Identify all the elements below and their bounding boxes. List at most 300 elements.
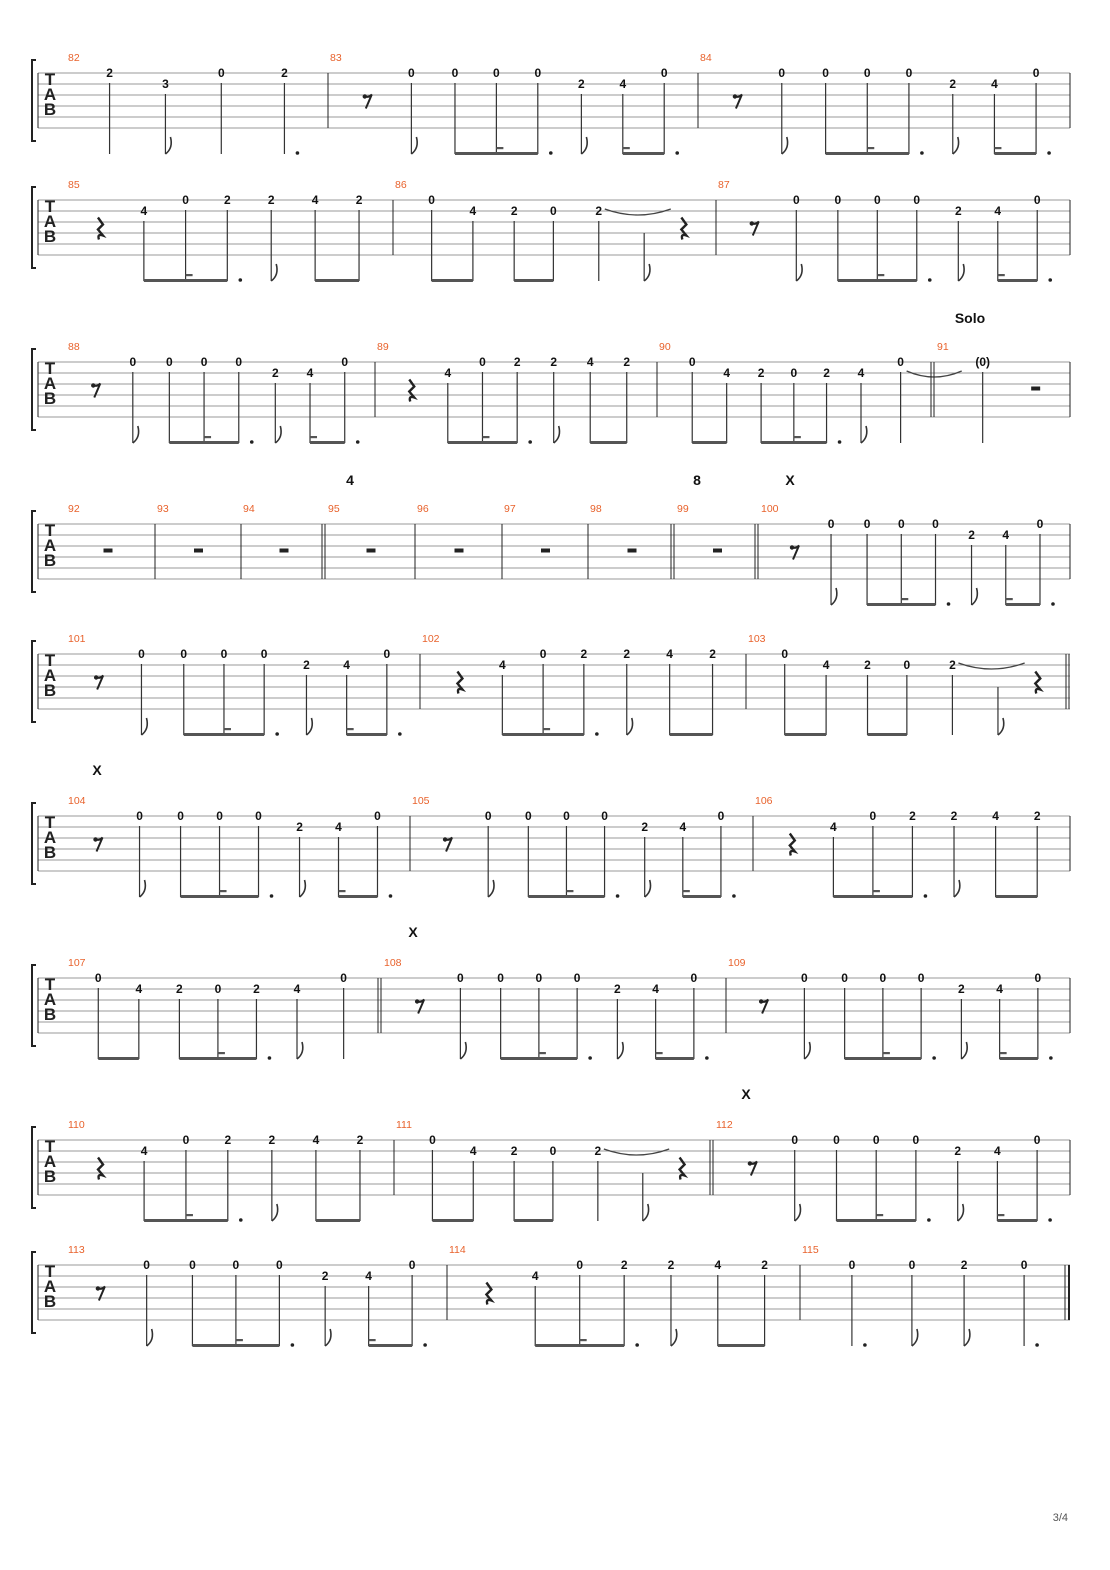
note-beam: [310, 441, 345, 444]
eighth-flag: [796, 264, 802, 281]
half-rest: [713, 549, 722, 553]
fret-number: 0: [792, 193, 800, 207]
note-beam: [590, 441, 627, 444]
tab-clef-letter: B: [43, 1005, 57, 1024]
eighth-rest-dot: [733, 94, 737, 98]
fret-number: 0: [863, 517, 871, 531]
tab-clef-letter: T: [44, 1137, 56, 1156]
measure: [449, 1244, 800, 1347]
measure: [659, 341, 962, 444]
duration-dot: [549, 151, 553, 155]
fret-number: 0: [913, 193, 921, 207]
fret-number: 0: [563, 809, 570, 823]
tab-clef-letter: A: [43, 85, 57, 104]
measure: [748, 633, 1069, 736]
measure-number: 114: [449, 1244, 466, 1256]
eighth-rest-dot: [790, 545, 794, 549]
note-beam: [98, 1057, 139, 1060]
fret-number: 4: [723, 366, 731, 380]
eighth-flag: [554, 426, 560, 443]
fret-number: 0: [189, 1258, 196, 1272]
fret-number: 2: [356, 1133, 364, 1147]
fret-number: (0): [975, 355, 991, 369]
duration-dot: [275, 732, 279, 736]
fret-number: 0: [550, 204, 557, 218]
note-beam: [785, 733, 826, 736]
fret-number: 2: [321, 1269, 329, 1283]
fret-number: 0: [200, 355, 208, 369]
fret-number: 2: [823, 366, 830, 380]
measure-number: 85: [68, 179, 80, 191]
half-rest: [541, 549, 550, 553]
sixteenth-beam: [683, 890, 690, 892]
measure-number: 82: [68, 52, 80, 64]
fret-number: 0: [660, 66, 668, 80]
measure-number: 107: [68, 957, 86, 969]
half-rest: [367, 549, 376, 553]
duration-dot: [932, 1056, 936, 1060]
eighth-rest-dot: [443, 837, 447, 841]
section-annotation: X: [741, 1086, 751, 1102]
fret-number: 2: [268, 1133, 276, 1147]
duration-dot: [296, 151, 300, 155]
duration-dot: [927, 1218, 931, 1222]
section-annotation: X: [785, 472, 795, 488]
measure-number: 109: [728, 957, 746, 969]
note-beam: [535, 1344, 624, 1347]
fret-number: 0: [917, 971, 925, 985]
fret-number: 2: [580, 647, 588, 661]
fret-number: 2: [909, 809, 916, 823]
note-beam: [868, 733, 907, 736]
note-beam: [683, 895, 721, 898]
fret-number: 2: [510, 204, 518, 218]
fret-number: 0: [863, 66, 871, 80]
tab-clef-letter: T: [44, 521, 56, 540]
tab-system: [32, 1244, 1070, 1347]
fret-number: 0: [143, 1258, 150, 1272]
fret-number: 0: [232, 1258, 240, 1272]
tab-system: [32, 633, 1070, 736]
system-bracket: [32, 60, 36, 141]
tab-clef-letter: A: [43, 666, 57, 685]
measure-number: 106: [755, 795, 773, 807]
note-beam: [692, 441, 726, 444]
measure-number: 87: [718, 179, 730, 191]
eighth-flag: [861, 426, 867, 443]
measure: [68, 52, 328, 155]
duration-dot: [616, 894, 620, 898]
fret-number: 0: [932, 517, 939, 531]
eighth-flag: [644, 264, 650, 281]
measure-number: 94: [243, 503, 255, 515]
sixteenth-beam: [580, 1339, 587, 1341]
measure: [68, 633, 420, 736]
measure-number: 89: [377, 341, 389, 353]
fret-number: 2: [709, 647, 716, 661]
eighth-flag: [300, 880, 306, 897]
tab-system: [32, 179, 1070, 282]
measure-number: 104: [68, 795, 86, 807]
eighth-flag: [961, 1042, 967, 1059]
fret-number: 2: [281, 66, 288, 80]
fret-number: 2: [578, 77, 585, 91]
tab-clef-letter: A: [43, 1152, 57, 1171]
fret-number: 0: [94, 971, 102, 985]
note-beam: [656, 1057, 694, 1060]
note-beam: [761, 441, 826, 444]
note-beam: [514, 279, 553, 282]
fret-number: 0: [848, 1258, 856, 1272]
note-beam: [998, 279, 1037, 282]
fret-number: 2: [968, 528, 975, 542]
fret-number: 2: [950, 809, 958, 823]
fret-number: 0: [136, 809, 143, 823]
sixteenth-beam: [794, 436, 801, 438]
fret-number: 0: [484, 809, 492, 823]
duration-dot: [928, 278, 932, 282]
duration-dot: [389, 894, 393, 898]
eighth-flag: [141, 718, 147, 735]
measure-number: 95: [328, 503, 340, 515]
sixteenth-beam: [543, 728, 550, 730]
fret-number: 4: [857, 366, 865, 380]
note-beam: [718, 1344, 765, 1347]
measure-number: 88: [68, 341, 80, 353]
fret-number: 2: [620, 1258, 628, 1272]
eighth-flag: [627, 718, 633, 735]
measure-number: 90: [659, 341, 671, 353]
duration-dot: [291, 1343, 295, 1347]
fret-number: 0: [841, 971, 848, 985]
measure: [755, 795, 1070, 898]
measure: [68, 957, 381, 1060]
duration-dot: [1049, 1056, 1053, 1060]
fret-number: 2: [223, 193, 231, 207]
fret-number: 2: [949, 658, 956, 672]
fret-number: 0: [1034, 971, 1042, 985]
eighth-flag: [972, 588, 978, 605]
fret-number: 4: [469, 1144, 477, 1158]
half-rest: [280, 549, 289, 553]
measure-number: 84: [700, 52, 712, 64]
fret-number: 0: [549, 1144, 557, 1158]
fret-number: 4: [140, 1144, 148, 1158]
fret-number: 0: [903, 658, 911, 672]
duration-dot: [250, 440, 254, 444]
eighth-rest-dot: [759, 999, 763, 1003]
fret-number: 0: [408, 66, 415, 80]
half-rest: [455, 549, 464, 553]
fret-number: 4: [666, 647, 673, 661]
measure-number: 97: [504, 503, 516, 515]
fret-number: 2: [667, 1258, 675, 1272]
tab-clef-letter: T: [44, 70, 56, 89]
fret-number: 4: [586, 355, 594, 369]
eighth-rest-dot: [750, 221, 754, 225]
duration-dot: [1035, 1343, 1039, 1347]
measure-number: 91: [937, 341, 949, 353]
fret-number: 0: [781, 647, 789, 661]
measure: [700, 52, 1070, 155]
duration-dot: [398, 732, 402, 736]
sixteenth-beam: [369, 1339, 376, 1341]
system-bracket: [32, 965, 36, 1046]
fret-number: 2: [614, 982, 621, 996]
note-beam: [1000, 1057, 1038, 1060]
note-beam: [192, 1344, 279, 1347]
fret-number: 0: [534, 66, 542, 80]
eighth-flag: [617, 1042, 623, 1059]
measure: [384, 957, 726, 1060]
fret-number: 0: [873, 193, 881, 207]
measure-number: 93: [157, 503, 169, 515]
measure: [728, 957, 1070, 1060]
sixteenth-beam: [1000, 1052, 1007, 1054]
note-beam: [448, 441, 517, 444]
fret-number: 0: [576, 1258, 584, 1272]
fret-number: 0: [428, 193, 435, 207]
fret-number: 2: [960, 1258, 968, 1272]
fret-number: 2: [106, 66, 113, 80]
duration-dot: [588, 1056, 592, 1060]
fret-number: 0: [479, 355, 486, 369]
duration-dot: [270, 894, 274, 898]
sixteenth-beam: [186, 274, 193, 276]
fret-number: 4: [312, 1133, 320, 1147]
fret-number: 2: [949, 77, 957, 91]
quarter-rest: [486, 1283, 491, 1305]
fret-number: 0: [1033, 193, 1041, 207]
fret-number: 0: [260, 647, 268, 661]
fret-number: 0: [493, 66, 500, 80]
measure: [68, 179, 393, 282]
measure-number: 100: [761, 503, 779, 515]
half-rest: [1031, 387, 1040, 391]
duration-dot: [635, 1343, 639, 1347]
measure: [937, 341, 1070, 443]
measure-number: 92: [68, 503, 80, 515]
fret-number: 0: [216, 809, 223, 823]
tab-clef-letter: A: [43, 536, 57, 555]
fret-number: 4: [996, 982, 1003, 996]
system-bracket: [32, 1127, 36, 1208]
note-beam: [339, 895, 378, 898]
duration-dot: [675, 151, 679, 155]
eighth-flag: [954, 880, 960, 897]
tab-clef-letter: T: [44, 1262, 56, 1281]
fret-number: 0: [1036, 517, 1044, 531]
fret-number: 0: [383, 647, 391, 661]
tie-arc: [958, 663, 1024, 669]
eighth-flag: [831, 588, 837, 605]
fret-number: 0: [1032, 66, 1040, 80]
note-beam: [528, 895, 604, 898]
system-bracket: [32, 803, 36, 884]
duration-dot: [920, 151, 924, 155]
measure: [377, 341, 657, 444]
note-beam: [179, 1057, 256, 1060]
measure: [68, 1119, 394, 1222]
fret-number: 2: [550, 355, 558, 369]
note-beam: [996, 895, 1038, 898]
eighth-rest-dot: [96, 1286, 100, 1290]
sixteenth-beam: [876, 1214, 883, 1216]
fret-number: 4: [469, 204, 477, 218]
section-annotation: 4: [346, 472, 354, 488]
measure-number: 103: [748, 633, 766, 645]
note-beam: [514, 1219, 553, 1222]
quarter-rest: [1035, 672, 1040, 694]
fret-number: 0: [833, 1133, 840, 1147]
measure: [761, 503, 1070, 606]
duration-dot: [705, 1056, 709, 1060]
fret-number: 4: [652, 982, 659, 996]
fret-number: 0: [1033, 1133, 1041, 1147]
system-bracket: [32, 349, 36, 430]
sixteenth-beam: [998, 274, 1005, 276]
measure: [68, 1244, 447, 1347]
fret-number: 0: [276, 1258, 283, 1272]
eighth-flag: [581, 137, 587, 154]
fret-number: 0: [573, 971, 581, 985]
sixteenth-beam: [482, 436, 489, 438]
duration-dot: [528, 440, 532, 444]
sixteenth-beam: [877, 274, 884, 276]
system-bracket: [32, 641, 36, 722]
measure-number: 113: [68, 1244, 85, 1256]
fret-number: 4: [293, 982, 301, 996]
sixteenth-beam: [496, 147, 503, 149]
sixteenth-beam: [566, 890, 573, 892]
measure: [422, 633, 746, 736]
fret-number: 0: [869, 809, 877, 823]
fret-number: 0: [535, 971, 543, 985]
duration-dot: [1051, 602, 1055, 606]
eighth-flag: [297, 1042, 303, 1059]
eighth-flag: [272, 1204, 278, 1221]
tab-clef-letter: T: [44, 359, 56, 378]
tab-clef-letter: B: [43, 843, 57, 862]
fret-number: 0: [872, 1133, 880, 1147]
fret-number: 4: [822, 658, 830, 672]
fret-number: 0: [790, 366, 798, 380]
note-beam: [316, 1219, 360, 1222]
fret-number: 4: [1002, 528, 1010, 542]
section-annotation: X: [92, 762, 102, 778]
quarter-rest: [457, 672, 462, 694]
fret-number: 0: [524, 809, 532, 823]
eighth-flag: [998, 718, 1004, 735]
fret-number: 2: [757, 366, 765, 380]
sixteenth-beam: [218, 1052, 225, 1054]
note-beam: [833, 895, 912, 898]
note-beam: [181, 895, 259, 898]
eighth-flag: [140, 880, 146, 897]
eighth-flag: [795, 1204, 801, 1221]
page-number: 3/4: [1052, 1512, 1068, 1524]
fret-number: 2: [623, 647, 631, 661]
eighth-flag: [645, 880, 651, 897]
note-beam: [845, 1057, 921, 1060]
fret-number: 0: [897, 517, 905, 531]
section-annotation: Solo: [954, 310, 986, 326]
fret-number: 2: [176, 982, 183, 996]
note-beam: [455, 152, 538, 155]
sixteenth-beam: [656, 1052, 663, 1054]
fret-number: 2: [1033, 809, 1041, 823]
duration-dot: [924, 894, 928, 898]
measure: [330, 52, 698, 155]
fret-number: 0: [897, 355, 904, 369]
duration-dot: [595, 732, 599, 736]
note-beam: [502, 733, 584, 736]
eighth-rest-dot: [415, 999, 419, 1003]
fret-number: 2: [958, 982, 965, 996]
note-beam: [432, 279, 473, 282]
tab-clef-letter: A: [43, 990, 57, 1009]
measure-number: 98: [590, 503, 602, 515]
fret-number: 2: [594, 1144, 602, 1158]
fret-number: 0: [129, 355, 137, 369]
eighth-rest-dot: [94, 675, 98, 679]
fret-number: 2: [303, 658, 310, 672]
sixteenth-beam: [186, 1214, 193, 1216]
measure: [68, 341, 375, 444]
note-beam: [347, 733, 387, 736]
tab-clef-letter: B: [43, 1292, 57, 1311]
fret-number: 0: [908, 1258, 916, 1272]
tab-clef-letter: B: [43, 1167, 57, 1186]
eighth-flag: [460, 1042, 466, 1059]
fret-number: 0: [341, 355, 349, 369]
note-beam: [144, 279, 227, 282]
measure: [718, 179, 1070, 282]
section-annotation: 8: [693, 472, 701, 488]
fret-number: 0: [374, 809, 381, 823]
fret-number: 0: [138, 647, 145, 661]
fret-number: 0: [235, 355, 243, 369]
half-rest: [628, 549, 637, 553]
fret-number: 3: [162, 77, 169, 91]
tab-system: [32, 762, 1070, 898]
duration-dot: [1047, 151, 1051, 155]
eighth-flag: [804, 1042, 810, 1059]
fret-number: 0: [340, 971, 347, 985]
eighth-flag: [271, 264, 277, 281]
quarter-rest: [98, 218, 103, 240]
half-rest: [194, 549, 203, 553]
measure-number: 96: [417, 503, 429, 515]
note-beam: [994, 152, 1036, 155]
fret-number: 2: [296, 820, 303, 834]
note-beam: [623, 152, 664, 155]
eighth-rest-dot: [93, 837, 97, 841]
sixteenth-beam: [883, 1052, 890, 1054]
tab-clef-letter: B: [43, 227, 57, 246]
fret-number: 0: [497, 971, 504, 985]
tab-clef-letter: B: [43, 100, 57, 119]
sixteenth-beam: [220, 890, 227, 892]
tie-arc: [605, 209, 671, 215]
measure: [396, 1119, 713, 1222]
fret-number: 0: [539, 647, 547, 661]
sixteenth-beam: [994, 147, 1001, 149]
fret-number: 0: [180, 647, 188, 661]
fret-number: 2: [595, 204, 603, 218]
fret-number: 4: [994, 204, 1002, 218]
fret-number: 0: [182, 193, 189, 207]
